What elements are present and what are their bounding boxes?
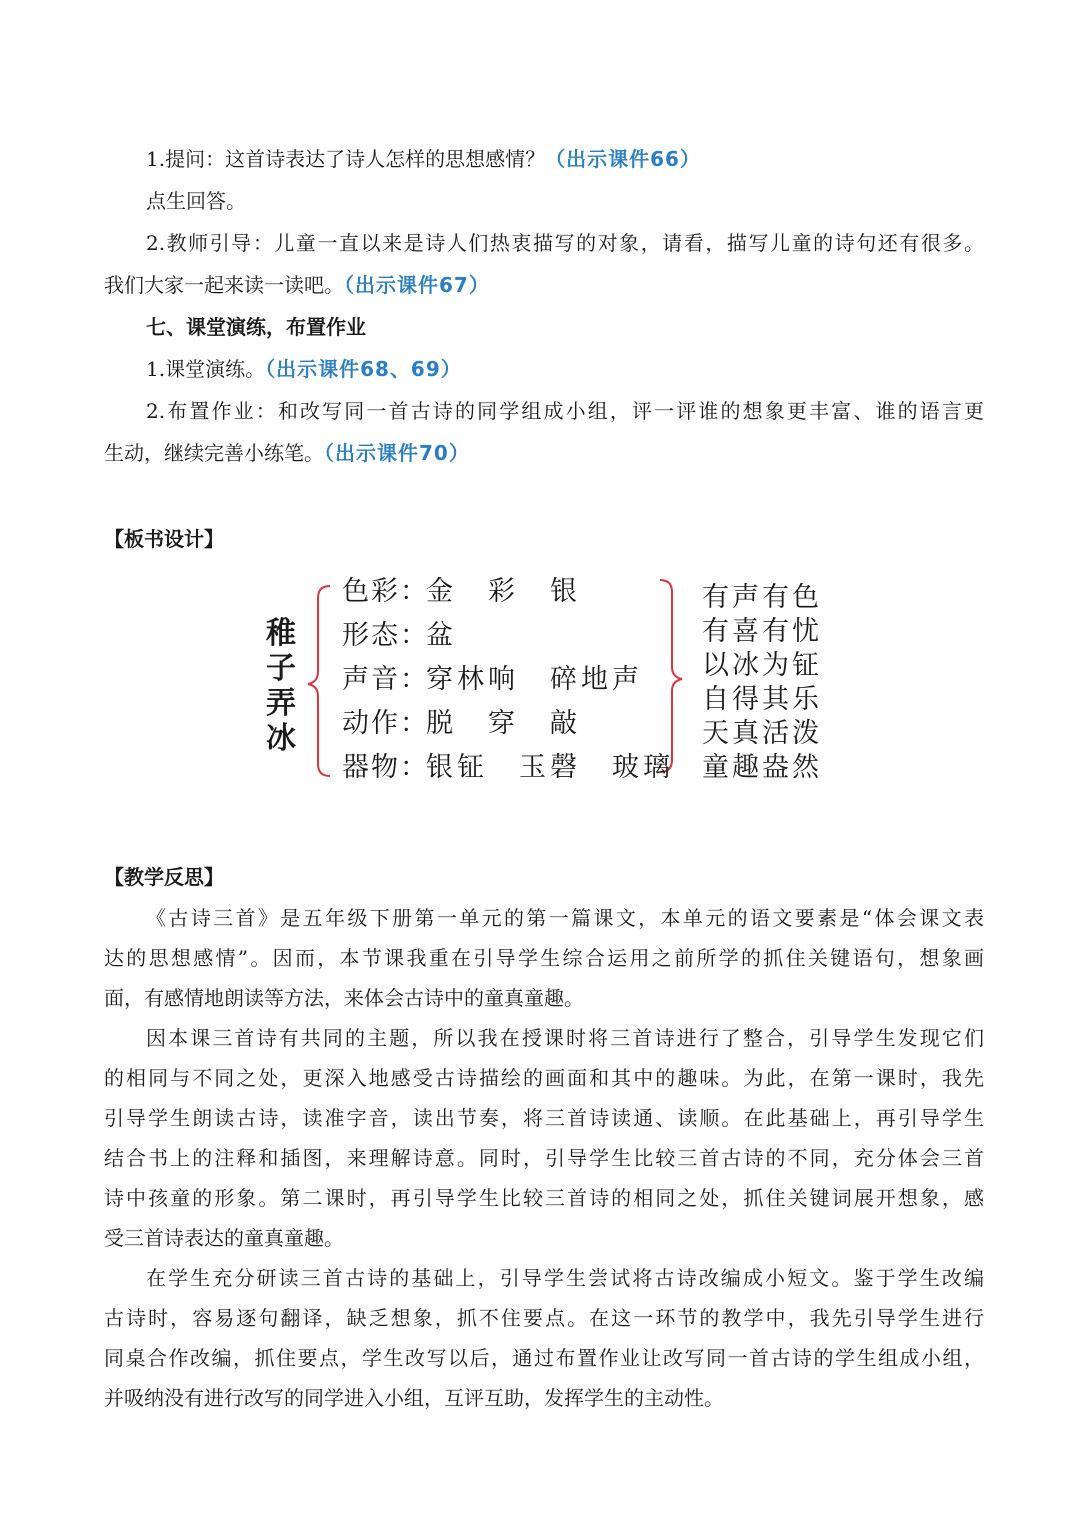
board-heading-text: 【板书设计】 <box>104 527 224 551</box>
answer-text: 点生回答。 <box>146 189 246 213</box>
reflection-line: 结合书上的注释和插图，来理解诗意。同时，引导学生比较三首古诗的不同，充分体会三首 <box>104 1146 984 1170</box>
summary-phrase: 有声有色 <box>702 582 822 613</box>
reflection-line: 在学生充分研读三首古诗的基础上，引导学生尝试将古诗改编成小短文。鉴于学生改编 <box>146 1266 984 1290</box>
summary-phrase: 有喜有忧 <box>702 616 822 647</box>
board-row-sound <box>342 662 643 698</box>
answer-paragraph <box>146 181 984 222</box>
reflection-heading <box>104 857 984 898</box>
courseware-ref: （出示课件70） <box>324 441 470 465</box>
reflection-heading-text: 【教学反思】 <box>104 865 224 889</box>
reflection-line: 诗中孩童的形象。第二课时，再引导学生比较三首诗的相同之处，抓住关键词展开想象，感 <box>104 1186 984 1210</box>
reflection-line: 并吸纳没有进行改写的同学进入小组，互评互助，发挥学生的主动性。 <box>104 1386 724 1410</box>
row-value: 穿林响 碎地声 <box>426 664 643 695</box>
homework-paragraph-line1 <box>146 391 984 432</box>
board-row-shape <box>342 618 457 654</box>
guide-paragraph-line1 <box>146 223 984 264</box>
row-value: 盆 <box>426 620 457 651</box>
row-value: 银钲 玉磬 玻璃 <box>426 752 674 783</box>
title-char: 子 <box>266 651 296 686</box>
board-row-color <box>342 574 581 610</box>
row-value: 脱 穿 敲 <box>426 708 581 739</box>
summary-phrase: 天真活泼 <box>702 718 822 749</box>
board-row-action <box>342 706 581 742</box>
courseware-ref: （出示课件68、69） <box>265 357 462 381</box>
courseware-ref: （出示课件66） <box>545 147 701 171</box>
board-row-objects <box>342 750 674 786</box>
practice-paragraph <box>146 349 984 390</box>
reflection-line: 引导学生朗读古诗，读准字音，读出节奏，将三首诗读通、读顺。在此基础上，再引导学生 <box>104 1106 984 1130</box>
reflection-line: 因本课三首诗有共同的主题，所以我在授课时将三首诗进行了整合，引导学生发现它们 <box>146 1026 984 1050</box>
summary-phrase: 以冰为钲 <box>702 650 822 681</box>
title-char: 冰 <box>266 721 296 756</box>
row-label: 色彩： <box>342 576 429 607</box>
reflection-line: 古诗时，容易逐句翻译，缺乏想象，抓不住要点。在这一环节的教学中，我先引导学生进行 <box>104 1306 984 1330</box>
section-title: 七、课堂演练，布置作业 <box>146 315 366 339</box>
reflection-line: 受三首诗表达的童真童趣。 <box>104 1226 344 1250</box>
board-title <box>264 616 298 756</box>
question-paragraph <box>146 139 984 180</box>
guide-text-cont: 我们大家一起来读一读吧。 <box>104 273 344 297</box>
reflection-line: 同桌合作改编，抓住要点，学生改写以后，通过布置作业让改写同一首古诗的学生组成小组， <box>104 1346 984 1370</box>
title-char: 弄 <box>266 686 296 721</box>
title-char: 稚 <box>266 616 296 651</box>
section-heading <box>146 307 984 348</box>
reflection-line: 的相同与不同之处，更深入地感受古诗描绘的画面和其中的趣味。为此，在第一课时，我先 <box>104 1066 984 1090</box>
board-heading <box>104 519 984 560</box>
right-brace <box>660 580 682 772</box>
guide-paragraph-line2 <box>104 265 984 306</box>
practice-text: 1.课堂演练。 <box>146 357 266 381</box>
row-label: 器物： <box>342 752 429 783</box>
summary-phrase: 自得其乐 <box>702 684 822 715</box>
reflection-line: 达的思想感情”。因而，本节课我重在引导学生综合运用之前所学的抓住关键语句，想象画 <box>104 946 984 970</box>
left-brace <box>308 586 330 776</box>
row-label: 动作： <box>342 708 429 739</box>
summary-phrase: 童趣盎然 <box>702 752 822 783</box>
homework-text-cont: 生动，继续完善小练笔。 <box>104 441 324 465</box>
homework-paragraph-line2 <box>104 433 984 474</box>
row-value: 金 彩 银 <box>426 576 581 607</box>
question-text: 1.提问：这首诗表达了诗人怎样的思想感情？ <box>146 147 546 171</box>
reflection-line: 面，有感情地朗读等方法，来体会古诗中的童真童趣。 <box>104 986 584 1010</box>
courseware-ref: （出示课件67） <box>344 273 490 297</box>
guide-text: 2.教师引导：儿童一直以来是诗人们热衷描写的对象，请看，描写儿童的诗句还有很多。 <box>146 231 984 255</box>
row-label: 声音： <box>342 664 429 695</box>
homework-text: 2.布置作业：和改写同一首古诗的同学组成小组，评一评谁的想象更丰富、谁的语言更 <box>146 399 984 423</box>
reflection-line: 《古诗三首》是五年级下册第一单元的第一篇课文，本单元的语文要素是“体会课文表 <box>146 906 984 930</box>
board-design <box>250 572 850 792</box>
row-label: 形态： <box>342 620 429 651</box>
